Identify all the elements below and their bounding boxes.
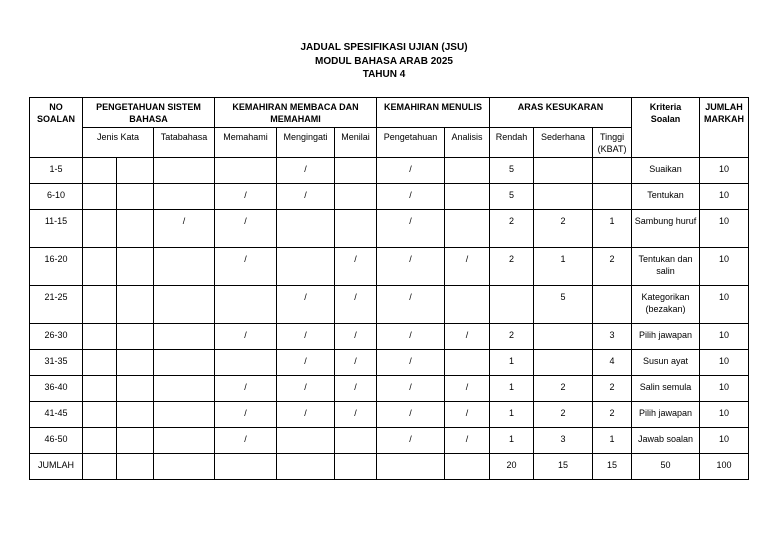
mark-cell: 2 [490, 210, 534, 248]
mark-cell [154, 350, 215, 376]
mark-cell [593, 184, 632, 210]
mark-cell [154, 184, 215, 210]
table-row [30, 324, 749, 350]
mark-cell: 2 [490, 324, 534, 350]
mark-cell: / [377, 286, 445, 324]
table-row [30, 210, 749, 248]
mark-cell [117, 286, 154, 324]
subheader-analisis: Analisis [445, 128, 490, 158]
mark-cell [445, 158, 490, 184]
mark-cell [117, 248, 154, 286]
mark-cell [277, 248, 335, 286]
title-line-2: MODUL BAHASA ARAB 2025 [315, 55, 453, 67]
kriteria-cell: Salin semula [632, 376, 700, 402]
header-kriteria: Kriteria Soalan [632, 98, 700, 158]
kriteria-cell: Suaikan [632, 158, 700, 184]
mark-cell: 2 [534, 210, 593, 248]
row-label-cell: 41-45 [30, 402, 83, 428]
mark-cell: / [377, 350, 445, 376]
mark-cell [445, 286, 490, 324]
header-pengetahuan: PENGETAHUAN SISTEM BAHASA [83, 98, 215, 128]
header-row-main [30, 98, 749, 128]
blank-cell [83, 158, 117, 184]
mark-cell [445, 350, 490, 376]
mark-cell: / [215, 428, 277, 454]
row-label-cell: JUMLAH [30, 454, 83, 480]
mark-cell [154, 428, 215, 454]
mark-cell [277, 210, 335, 248]
mark-cell: / [215, 324, 277, 350]
mark-cell: 2 [534, 376, 593, 402]
kriteria-cell: Pilih jawapan [632, 324, 700, 350]
markah-cell: 10 [700, 286, 749, 324]
markah-cell: 10 [700, 210, 749, 248]
specification-table [29, 97, 749, 480]
mark-cell: / [377, 248, 445, 286]
subheader-rendah: Rendah [490, 128, 534, 158]
mark-cell [335, 428, 377, 454]
mark-cell [534, 158, 593, 184]
subheader-pengetahuan: Pengetahuan [377, 128, 445, 158]
blank-cell [83, 376, 117, 402]
mark-cell [117, 184, 154, 210]
mark-cell: / [215, 210, 277, 248]
mark-cell: / [445, 376, 490, 402]
mark-cell [445, 454, 490, 480]
mark-cell: / [335, 376, 377, 402]
mark-cell: 2 [593, 376, 632, 402]
blank-cell [83, 428, 117, 454]
mark-cell: / [377, 428, 445, 454]
subheader-tinggi: Tinggi (KBAT) [593, 128, 632, 158]
mark-cell: / [215, 402, 277, 428]
mark-cell: / [215, 376, 277, 402]
table-row [30, 286, 749, 324]
document-title [0, 41, 768, 82]
row-label-cell: 16-20 [30, 248, 83, 286]
mark-cell: / [335, 402, 377, 428]
mark-cell: 2 [490, 248, 534, 286]
header-menulis: KEMAHIRAN MENULIS [377, 98, 490, 128]
mark-cell: / [215, 184, 277, 210]
kriteria-cell: Tentukan [632, 184, 700, 210]
mark-cell: 5 [490, 158, 534, 184]
mark-cell: / [377, 210, 445, 248]
mark-cell: 5 [490, 184, 534, 210]
mark-cell [154, 402, 215, 428]
mark-cell: / [377, 184, 445, 210]
mark-cell: / [277, 286, 335, 324]
mark-cell [117, 210, 154, 248]
mark-cell: / [445, 248, 490, 286]
mark-cell [534, 350, 593, 376]
mark-cell [117, 454, 154, 480]
blank-cell [83, 350, 117, 376]
row-label-cell: 36-40 [30, 376, 83, 402]
blank-cell [83, 286, 117, 324]
mark-cell [490, 286, 534, 324]
markah-cell: 10 [700, 428, 749, 454]
header-membaca: KEMAHIRAN MEMBACA DAN MEMAHAMI [215, 98, 377, 128]
mark-cell [215, 158, 277, 184]
mark-cell [335, 158, 377, 184]
mark-cell: 1 [593, 428, 632, 454]
mark-cell: 3 [534, 428, 593, 454]
mark-cell: 20 [490, 454, 534, 480]
table-row [30, 428, 749, 454]
mark-cell: / [445, 402, 490, 428]
markah-cell: 10 [700, 402, 749, 428]
mark-cell: 1 [490, 350, 534, 376]
mark-cell: 3 [593, 324, 632, 350]
row-label-cell: 1-5 [30, 158, 83, 184]
subheader-jenis-kata: Jenis Kata [83, 128, 154, 158]
mark-cell: / [335, 350, 377, 376]
kriteria-cell: Jawab soalan [632, 428, 700, 454]
mark-cell: 2 [593, 402, 632, 428]
mark-cell: 1 [534, 248, 593, 286]
table-row [30, 184, 749, 210]
mark-cell: 1 [490, 376, 534, 402]
total-row [30, 454, 749, 480]
kriteria-cell: Pilih jawapan [632, 402, 700, 428]
mark-cell [117, 376, 154, 402]
blank-cell [83, 324, 117, 350]
mark-cell [534, 324, 593, 350]
mark-cell: / [377, 402, 445, 428]
mark-cell: / [335, 248, 377, 286]
mark-cell: / [277, 376, 335, 402]
row-label-cell: 6-10 [30, 184, 83, 210]
table-row [30, 350, 749, 376]
table-row [30, 376, 749, 402]
mark-cell: / [277, 184, 335, 210]
mark-cell: / [277, 324, 335, 350]
mark-cell [215, 286, 277, 324]
row-label-cell: 31-35 [30, 350, 83, 376]
markah-cell: 10 [700, 324, 749, 350]
markah-cell: 10 [700, 184, 749, 210]
table-row [30, 248, 749, 286]
mark-cell [117, 324, 154, 350]
header-no-soalan: NO SOALAN [30, 98, 83, 158]
kriteria-cell: 50 [632, 454, 700, 480]
mark-cell: 15 [593, 454, 632, 480]
mark-cell [154, 324, 215, 350]
title-line-1: JADUAL SPESIFIKASI UJIAN (JSU) [300, 42, 468, 53]
table-row [30, 402, 749, 428]
mark-cell [154, 376, 215, 402]
markah-cell: 10 [700, 248, 749, 286]
subheader-menilai: Menilai [335, 128, 377, 158]
blank-cell [83, 210, 117, 248]
mark-cell: 2 [534, 402, 593, 428]
blank-cell [83, 184, 117, 210]
subheader-sederhana: Sederhana [534, 128, 593, 158]
mark-cell [593, 286, 632, 324]
mark-cell [335, 184, 377, 210]
row-label-cell: 26-30 [30, 324, 83, 350]
mark-cell [154, 454, 215, 480]
blank-cell [83, 248, 117, 286]
row-label-cell: 21-25 [30, 286, 83, 324]
mark-cell [593, 158, 632, 184]
header-jumlah-markah: JUMLAH MARKAH [700, 98, 749, 158]
mark-cell: 4 [593, 350, 632, 376]
mark-cell [277, 428, 335, 454]
mark-cell [154, 158, 215, 184]
markah-cell: 10 [700, 376, 749, 402]
mark-cell: 1 [490, 428, 534, 454]
subheader-mengingati: Mengingati [277, 128, 335, 158]
subheader-tatabahasa: Tatabahasa [154, 128, 215, 158]
mark-cell: 1 [490, 402, 534, 428]
kriteria-cell: Tentukan dan salin [632, 248, 700, 286]
mark-cell: / [335, 324, 377, 350]
mark-cell [215, 454, 277, 480]
mark-cell: 1 [593, 210, 632, 248]
kriteria-cell: Susun ayat [632, 350, 700, 376]
markah-cell: 100 [700, 454, 749, 480]
subheader-memahami: Memahami [215, 128, 277, 158]
mark-cell: / [377, 324, 445, 350]
mark-cell [445, 210, 490, 248]
header-aras: ARAS KESUKARAN [490, 98, 632, 128]
mark-cell [154, 248, 215, 286]
mark-cell [277, 454, 335, 480]
mark-cell [215, 350, 277, 376]
mark-cell [377, 454, 445, 480]
mark-cell: / [377, 376, 445, 402]
kriteria-cell: Sambung huruf [632, 210, 700, 248]
markah-cell: 10 [700, 158, 749, 184]
mark-cell: / [277, 350, 335, 376]
mark-cell [117, 428, 154, 454]
row-label-cell: 46-50 [30, 428, 83, 454]
mark-cell [117, 158, 154, 184]
table-row [30, 158, 749, 184]
row-label-cell: 11-15 [30, 210, 83, 248]
mark-cell: / [377, 158, 445, 184]
mark-cell: / [154, 210, 215, 248]
mark-cell [154, 286, 215, 324]
blank-cell [83, 402, 117, 428]
mark-cell: / [277, 158, 335, 184]
mark-cell: 15 [534, 454, 593, 480]
mark-cell [534, 184, 593, 210]
mark-cell [335, 454, 377, 480]
mark-cell [117, 350, 154, 376]
mark-cell [117, 402, 154, 428]
mark-cell: / [215, 248, 277, 286]
mark-cell: 2 [593, 248, 632, 286]
mark-cell: / [335, 286, 377, 324]
title-line-3: TAHUN 4 [362, 69, 406, 80]
markah-cell: 10 [700, 350, 749, 376]
mark-cell [335, 210, 377, 248]
mark-cell: / [445, 428, 490, 454]
kriteria-cell: Kategorikan (bezakan) [632, 286, 700, 324]
mark-cell: 5 [534, 286, 593, 324]
blank-cell [83, 454, 117, 480]
mark-cell [445, 184, 490, 210]
mark-cell: / [277, 402, 335, 428]
mark-cell: / [445, 324, 490, 350]
